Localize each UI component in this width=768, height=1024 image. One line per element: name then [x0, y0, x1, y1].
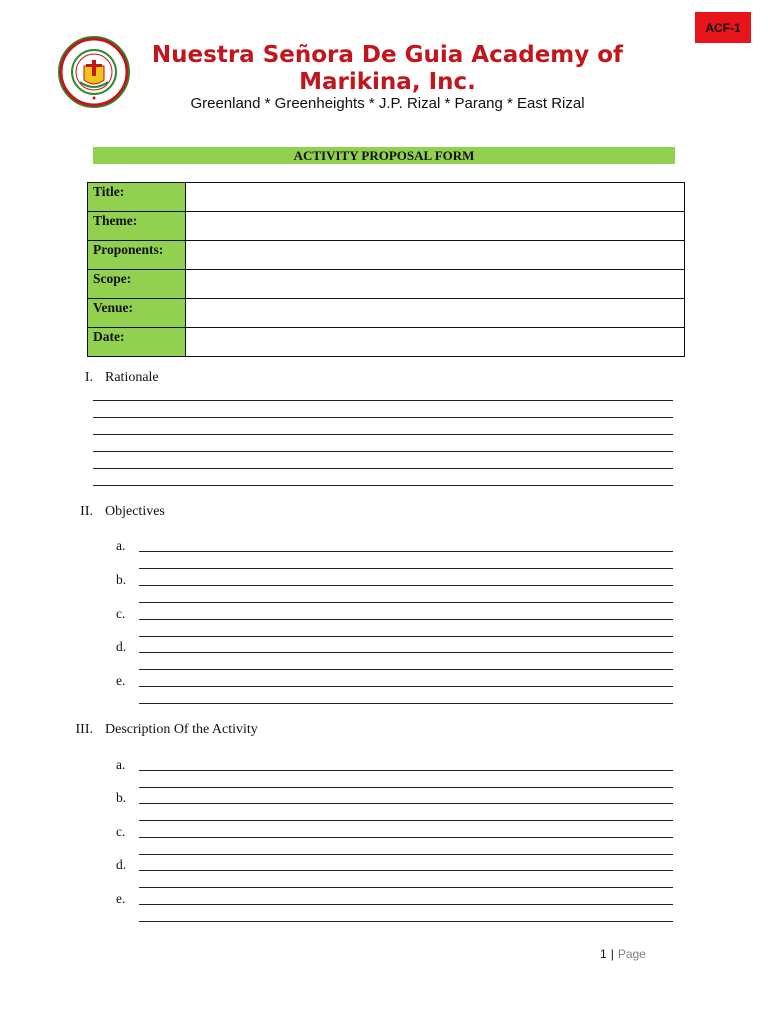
info-label-theme: Theme:: [88, 212, 186, 241]
rationale-line[interactable]: [93, 417, 673, 418]
info-value-date[interactable]: [186, 328, 685, 357]
section-title: Objectives: [105, 504, 165, 519]
rationale-line[interactable]: [93, 400, 673, 401]
info-row-title: [88, 183, 685, 212]
info-value-theme[interactable]: [186, 212, 685, 241]
objective-line[interactable]: [139, 703, 673, 704]
description-line[interactable]: [139, 820, 673, 821]
objective-line[interactable]: [139, 568, 673, 569]
info-row-theme: [88, 212, 685, 241]
description-letter: c.: [116, 824, 126, 839]
activity-info-table: [87, 182, 685, 357]
info-label-proponents: Proponents:: [88, 241, 186, 270]
page-number: 1: [600, 947, 607, 961]
info-label-title: Title:: [88, 183, 186, 212]
page-footer: [600, 947, 680, 961]
objective-letter: b.: [116, 572, 127, 587]
description-line[interactable]: [139, 770, 673, 771]
section-number: I.: [84, 370, 93, 385]
description-letter: e.: [116, 891, 126, 906]
section-title: Description Of the Activity: [105, 722, 258, 737]
rationale-line[interactable]: [93, 468, 673, 469]
objective-letter: d.: [116, 639, 127, 654]
form-code-badge: ACF-1: [695, 12, 751, 43]
campus-list: Greenland * Greenheights * J.P. Rizal * Parang * East Rizal: [190, 95, 585, 112]
info-value-scope[interactable]: [186, 270, 685, 299]
rationale-line[interactable]: [93, 434, 673, 435]
school-name-line1: Nuestra Señora De Guia Academy of: [151, 42, 624, 68]
section-title: Rationale: [105, 370, 159, 385]
objective-letter: e.: [116, 673, 126, 688]
info-value-title[interactable]: [186, 183, 685, 212]
description-line[interactable]: [139, 803, 673, 804]
objective-line[interactable]: [139, 686, 673, 687]
info-label-scope: Scope:: [88, 270, 186, 299]
info-row-date: [88, 328, 685, 357]
rationale-line[interactable]: [93, 451, 673, 452]
description-line[interactable]: [139, 870, 673, 871]
section-number: II.: [80, 504, 93, 519]
description-line[interactable]: [139, 854, 673, 855]
description-line[interactable]: [139, 887, 673, 888]
school-name-line2: Marikina, Inc.: [299, 69, 476, 95]
objective-line[interactable]: [139, 636, 673, 637]
description-letter: d.: [116, 857, 127, 872]
rationale-line[interactable]: [93, 485, 673, 486]
school-seal-logo: [58, 36, 130, 108]
description-line[interactable]: [139, 904, 673, 905]
info-row-proponents: [88, 241, 685, 270]
objective-line[interactable]: [139, 585, 673, 586]
info-row-scope: [88, 270, 685, 299]
description-line[interactable]: [139, 837, 673, 838]
description-letter: a.: [116, 757, 126, 772]
objective-letter: a.: [116, 538, 126, 553]
page-word: Page: [617, 947, 646, 961]
description-line[interactable]: [139, 921, 673, 922]
objective-letter: c.: [116, 606, 126, 621]
description-line[interactable]: [139, 787, 673, 788]
objective-line[interactable]: [139, 551, 673, 552]
info-value-venue[interactable]: [186, 299, 685, 328]
section-number: III.: [75, 722, 93, 737]
objective-line[interactable]: [139, 619, 673, 620]
info-row-venue: [88, 299, 685, 328]
info-label-venue: Venue:: [88, 299, 186, 328]
school-name: [140, 42, 635, 96]
objective-line[interactable]: [139, 652, 673, 653]
info-label-date: Date:: [88, 328, 186, 357]
objective-line[interactable]: [139, 669, 673, 670]
description-letter: b.: [116, 790, 127, 805]
info-value-proponents[interactable]: [186, 241, 685, 270]
form-title: ACTIVITY PROPOSAL FORM: [93, 147, 675, 164]
page-separator: |: [610, 947, 614, 961]
objective-line[interactable]: [139, 602, 673, 603]
